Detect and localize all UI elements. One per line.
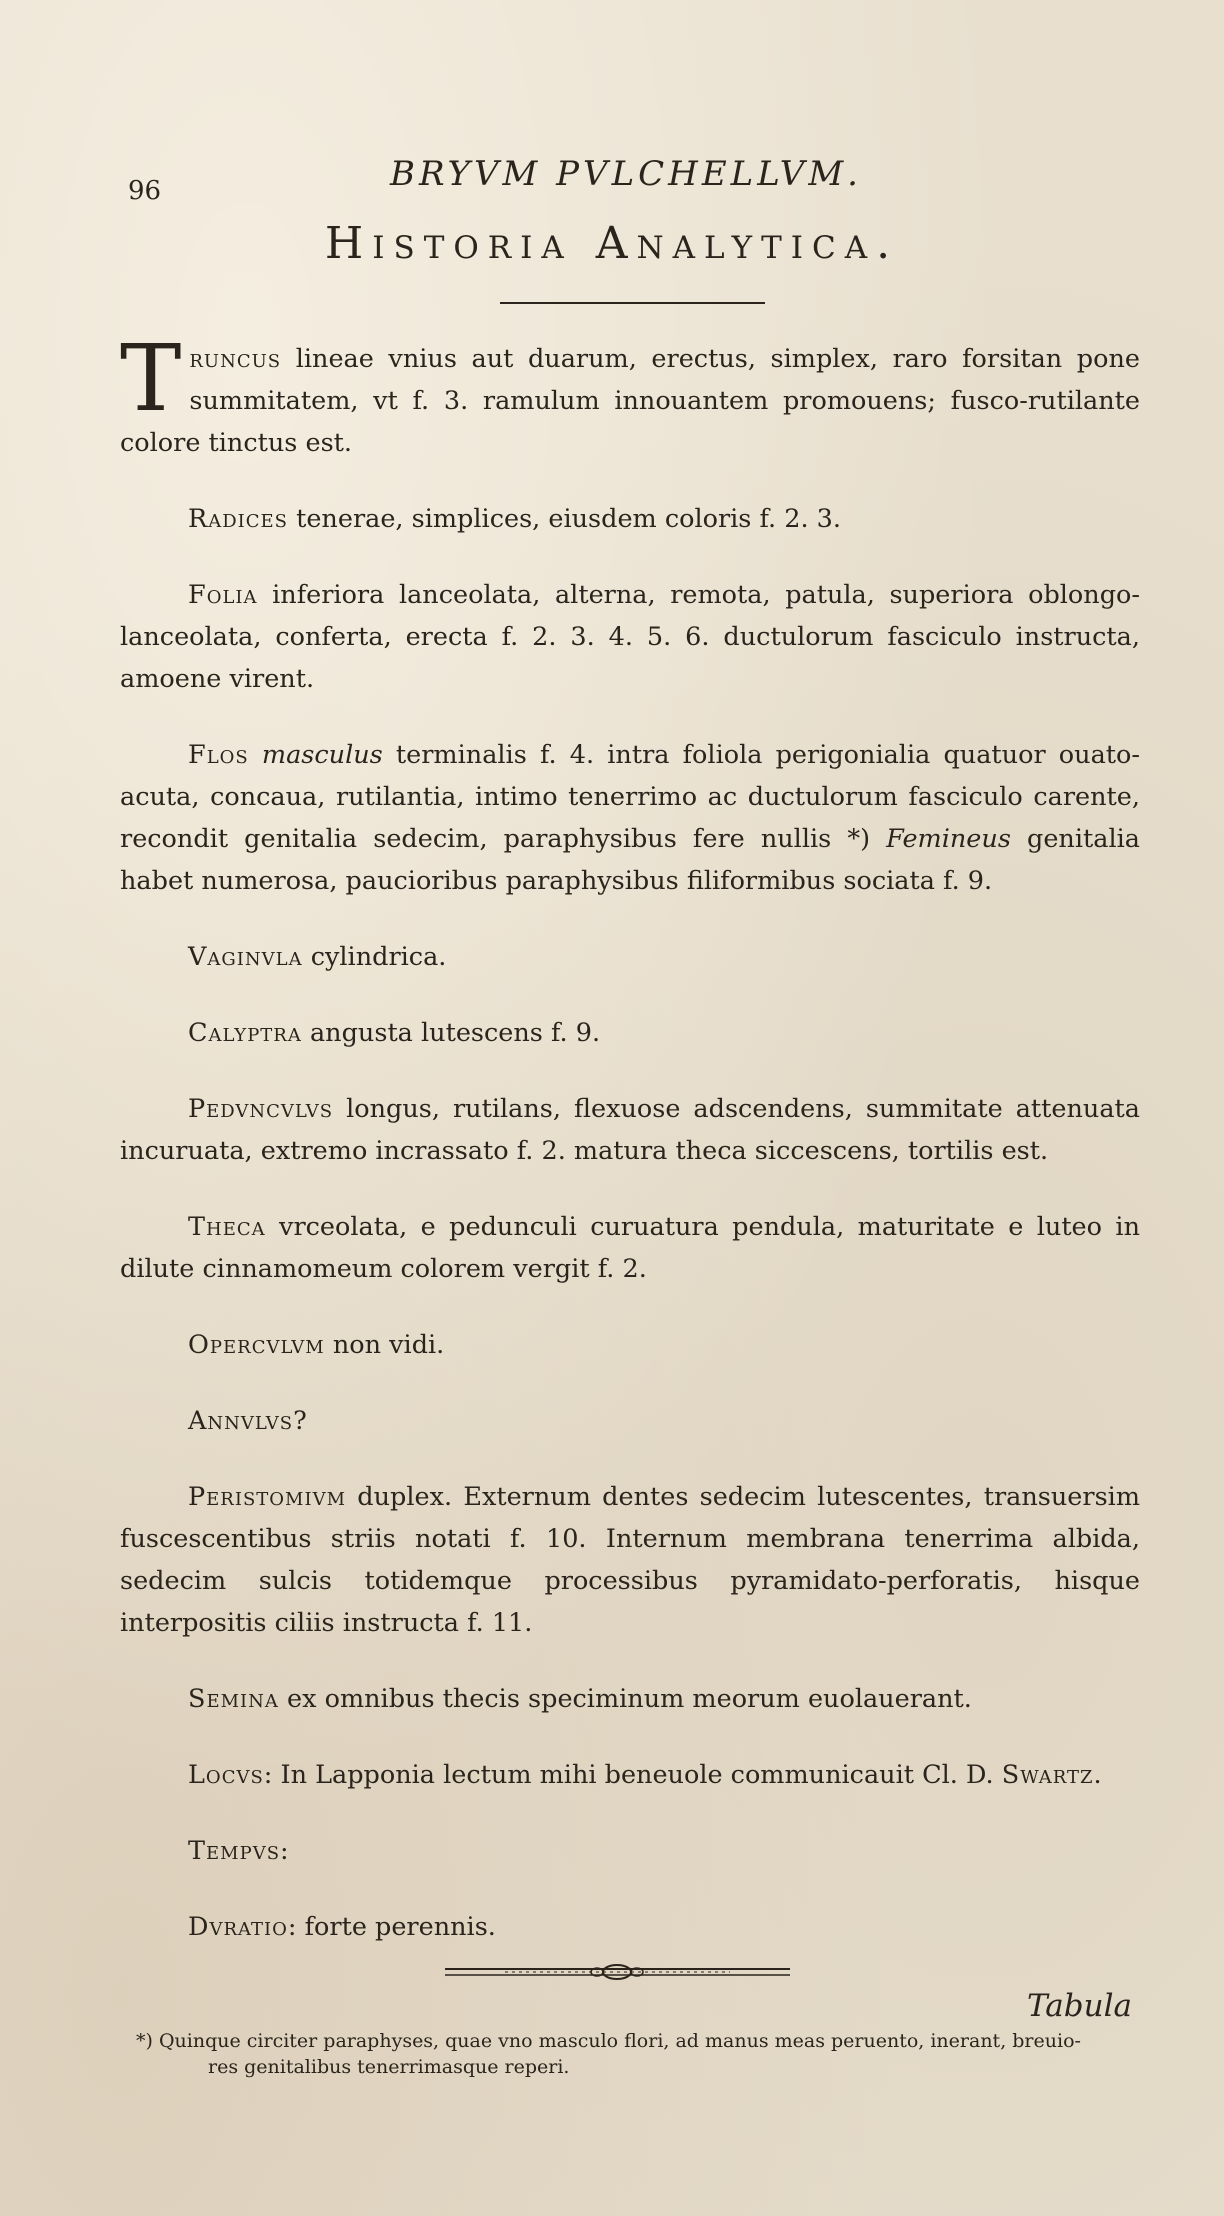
paragraph-flos: [120, 734, 1140, 902]
term-peristomium: Peristomivm: [188, 1482, 347, 1512]
text-tempus: :: [280, 1836, 289, 1866]
paragraph-tempus: [120, 1830, 1140, 1872]
term-calyptra: Calyptra: [188, 1018, 302, 1048]
italic-femineus: Femineus: [886, 824, 1011, 854]
text-duratio: : forte perennis.: [287, 1912, 496, 1942]
section-title: Historia Analytica.: [324, 218, 900, 269]
footnote-line-2: res genitalibus tenerrimasque reperi.: [208, 2056, 570, 2078]
catchword: Tabula: [1027, 1988, 1132, 2024]
text-vaginula: cylindrica.: [302, 942, 447, 972]
paragraph-locus: [120, 1754, 1140, 1796]
page-number: 96: [128, 176, 162, 206]
text-folia: inferiora lanceolata, alterna, remota, patula, superiora oblongo-lanceolata, conferta, erecta f. 2. 3. 4. 5. 6. ductulorum fasciculo instructa, amoene virent.: [120, 580, 1140, 694]
text-semina: ex omnibus thecis speciminum meorum euolauerant.: [278, 1684, 972, 1714]
text-truncus: lineae vnius aut duarum, erectus, simplex, raro forsitan pone summitatem, vt f. 3. ramulum innouantem promouens; fusco-rutilante colore tinctus est.: [120, 344, 1140, 458]
text-pedunculus: longus, rutilans, flexuose adscendens, summitate attenuata incuruata, extremo incrassato f. 2. matura theca siccescens, tortilis est.: [120, 1094, 1140, 1166]
name-swartz: Swartz.: [1001, 1760, 1103, 1790]
paragraph-vaginula: [120, 936, 1140, 978]
term-duratio: Dvratio: [188, 1912, 288, 1942]
text-calyptra: angusta lutescens f. 9.: [301, 1018, 601, 1048]
footnote-line-1: *) Quinque circiter paraphyses, quae vno masculo flori, ad manus meas peruento, inerant, breuio-: [136, 2030, 1081, 2052]
term-locus: Locvs: [188, 1760, 264, 1790]
term-truncus: runcus: [189, 344, 282, 374]
paragraph-folia: [120, 574, 1140, 700]
text-peristomium: duplex. Externum dentes sedecim lutescentes, transuersim fuscescentibus striis notati f. 10. Internum membrana tenerrima albida, sedecim sulcis totidemque processibus pyramidato-perforatis, hisque interpositis ciliis instructa f. 11.: [120, 1482, 1140, 1638]
text-flos-2: genitalia habet numerosa, paucioribus paraphysibus filiformibus sociata f. 9.: [120, 824, 1140, 896]
body-text: [120, 325, 1140, 1982]
paragraph-duratio: [120, 1906, 1140, 1948]
ornament-rule: [445, 1958, 790, 1988]
term-theca: Theca: [188, 1212, 266, 1242]
term-flos: Flos: [188, 740, 249, 770]
text-locus: : In Lapponia lectum mihi beneuole communicauit Cl. D.: [263, 1760, 1002, 1790]
term-semina: Semina: [188, 1684, 279, 1714]
term-folia: Folia: [188, 580, 258, 610]
text-theca: vrceolata, e pedunculi curuatura pendula, maturitate e luteo in dilute cinnamomeum colorem vergit f. 2.: [120, 1212, 1140, 1284]
paragraph-truncus: [120, 325, 1140, 464]
text-annulus: ?: [293, 1406, 307, 1436]
text-operculum: non vidi.: [324, 1330, 445, 1360]
term-annulus: Annvlvs: [188, 1406, 294, 1436]
term-vaginula: Vaginvla: [188, 942, 303, 972]
paragraph-calyptra: [120, 1012, 1140, 1054]
paragraph-annulus: [120, 1400, 1140, 1442]
text-flos-1: terminalis f. 4. intra foliola perigonialia quatuor ouato-acuta, concaua, rutilantia, intimo tenerrimo ac ductulorum fasciculo carente, recondit genitalia sedecim, paraphysibus fere nullis *): [120, 740, 1140, 854]
title-rule: [500, 302, 765, 304]
footnote: [136, 2028, 1136, 2080]
page-header: [120, 148, 1120, 206]
term-tempus: Tempvs: [188, 1836, 281, 1866]
paragraph-pedunculus: [120, 1088, 1140, 1172]
paragraph-peristomium: [120, 1476, 1140, 1644]
term-radices: Radices: [188, 504, 288, 534]
text-radices: tenerae, simplices, eiusdem coloris f. 2. 3.: [287, 504, 842, 534]
italic-masculus: masculus: [261, 740, 383, 770]
paragraph-theca: [120, 1206, 1140, 1290]
drop-cap: T: [120, 325, 182, 432]
paragraph-semina: [120, 1678, 1140, 1720]
term-pedunculus: Pedvncvlvs: [188, 1094, 334, 1124]
paragraph-operculum: [120, 1324, 1140, 1366]
paragraph-radices: [120, 498, 1140, 540]
term-operculum: Opercvlvm: [188, 1330, 325, 1360]
running-head: BRYVM PVLCHELLVM.: [390, 154, 862, 194]
